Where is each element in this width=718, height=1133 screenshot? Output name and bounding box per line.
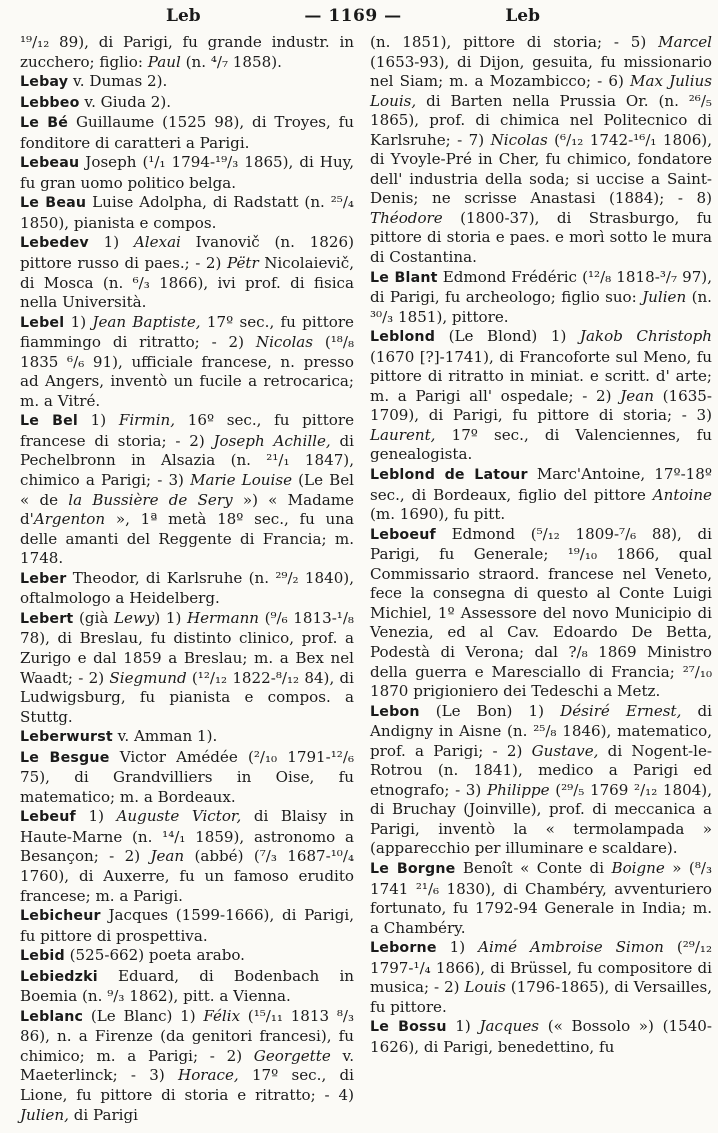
entry-headword: Lebid	[20, 948, 65, 965]
entry-headword: Lebel	[20, 314, 65, 331]
entry-text: 17º sec., fu pittore fiammingo di ritratto; - 2)	[20, 312, 354, 352]
entry-italic-text: Horace,	[178, 1066, 239, 1085]
entry-text: di Blaisy in Haute-Marne (n. ¹⁴/₁ 1859), astronomo a Besançon; - 2)	[20, 807, 354, 866]
entry-text: (Le Blond) 1)	[435, 327, 580, 346]
entry-headword: Le Blant	[370, 269, 438, 286]
entry-italic-text: Gustave,	[531, 741, 599, 760]
dictionary-entry	[20, 93, 354, 114]
entry-italic-text: Siegmund	[109, 668, 187, 687]
entry-text: ¹⁹/₁₂ 89), di Parigi, fu grande industr. in zucchero; figlio:	[20, 33, 354, 71]
entry-italic-text: Marie Louise	[190, 471, 293, 490]
entry-italic-text: Auguste Victor,	[116, 807, 242, 826]
entry-text: Edmond Frédéric (¹²/₈ 1818-³/₇ 97), di Parigi, fu archeologo; figlio suo:	[370, 267, 712, 307]
entry-text: 17º sec., di Lione, fu pittore di storia e ritratto; - 4)	[20, 1066, 354, 1104]
dictionary-entry	[20, 946, 354, 967]
entry-italic-text: Paul	[147, 52, 181, 71]
entry-italic-text: Julien,	[20, 1105, 69, 1124]
entry-text: Nicolaievič, di Mosca (n. ⁶/₃ 1866), ivi prof. di fisica nella Università.	[20, 254, 354, 312]
entry-headword: Lebon	[370, 703, 420, 720]
entry-text: v. Giuda 2).	[79, 92, 172, 111]
entry-headword: Leborne	[370, 940, 437, 957]
entry-text: 1)	[436, 938, 479, 957]
entry-headword: Lebay	[20, 74, 69, 91]
entry-italic-text: Max Julius Louis,	[370, 72, 712, 110]
entry-italic-text: Théodore	[370, 208, 443, 227]
dictionary-entry	[370, 859, 712, 938]
header-right-guideword: Leb	[505, 6, 540, 26]
text-columns	[20, 33, 712, 1133]
dictionary-entry	[370, 938, 712, 1017]
entry-text: (« Bossolo ») (1540-1626), di Parigi, benedettino, fu	[370, 1017, 712, 1056]
entry-headword: Le Beau	[20, 195, 87, 212]
entry-text: Marc'Antoine, 17º-18º sec., di Bordeaux, figlio del pittore	[370, 465, 712, 504]
entry-italic-text: Georgette	[253, 1046, 331, 1065]
entry-text: (1653-93), di Dijon, gesuita, fu missionario nel Siam; m. a Mozambicco; - 6)	[370, 52, 712, 91]
entry-italic-text: Nicolas	[255, 333, 314, 352]
dictionary-entry	[370, 1017, 712, 1057]
entry-text: (n. ⁴/₇ 1858).	[180, 52, 282, 71]
entry-italic-text: Boigne	[611, 858, 665, 877]
entry-italic-text: Firmin,	[118, 411, 176, 430]
entry-text: (¹²/₁₂ 1822-⁸/₁₂ 84), di Ludwigsburg, fu pianista e compos. a Stuttg.	[20, 668, 354, 726]
entry-italic-text: Nicolas	[490, 130, 548, 149]
entry-italic-text: Joseph Achille,	[213, 431, 331, 450]
entry-text: v. Dumas 2).	[68, 72, 168, 91]
entry-headword: Le Bossu	[370, 1019, 447, 1036]
entry-italic-text: Lewy	[113, 608, 155, 627]
entry-text: (Le Blanc) 1)	[83, 1006, 204, 1025]
entry-italic-text: Aimé Ambroise Simon	[478, 938, 664, 957]
entry-headword: Lebiedzki	[20, 968, 98, 985]
entry-text: (²⁹/₅ 1769 ²/₁₂ 1804), di Bruchay (Joinville), prof. di meccanica a Parigi, inventò la « termolampada » (apparecchio per illuminare e scaldare).	[370, 780, 712, 858]
entry-text: Joseph (¹/₁ 1794-¹⁹/₃ 1865), di Huy, fu gran uomo politico belga.	[20, 153, 354, 192]
entry-headword: Lebedev	[20, 235, 89, 252]
dictionary-entry	[20, 113, 354, 153]
entry-headword: Lebicheur	[20, 908, 101, 925]
entry-italic-text: la Bussière de Sery	[68, 490, 233, 509]
header-left-guideword: Leb	[166, 6, 201, 26]
entry-text: » (⁸/₃ 1741 ²¹/₆ 1830), di Chambéry, avventuriero fortunato, fu 1792-94 Generale in India; m. a Chambéry.	[370, 858, 712, 937]
entry-text: v. Maeterlinck; - 3)	[20, 1046, 354, 1085]
entry-headword: Leboeuf	[370, 526, 436, 543]
entry-italic-text: Philippe	[486, 780, 550, 799]
entry-text: 1)	[88, 233, 134, 252]
entry-text: Edmond (⁵/₁₂ 1809-⁷/₆ 88), di Parigi, fu Generale; ¹⁹/₁₀ 1866, qual Commissario straord. francese nel Veneto, fece la consegna di questo al Conte Luigi Michiel, 1º Assessore del novo Municipio di Venezia, ed al Cav. Edoardo De Betta, Podestà di Verona; dal ?/₈ 1869 Ministro della guerra e Maresciallo di Francia; ²⁷/₁₀ 1870 prigioniero dei Tedeschi a Metz.	[370, 524, 712, 701]
entry-headword: Le Besgue	[20, 749, 110, 766]
dictionary-entry	[370, 525, 712, 702]
entry-text: Theodor, di Karlsruhe (n. ²⁹/₂ 1840), oftalmologo a Heidelberg.	[20, 568, 354, 608]
entry-text: 1)	[75, 807, 117, 826]
dictionary-entry	[20, 569, 354, 609]
entry-italic-text: Félix	[203, 1006, 241, 1025]
entry-continuation	[20, 33, 354, 72]
entry-text: 16º sec., fu pittore francese di storia; - 2)	[20, 411, 355, 450]
entry-headword: Le Bel	[20, 413, 78, 430]
entry-headword: Lebeau	[20, 155, 80, 172]
entry-text: (Le Bel « de	[20, 471, 354, 509]
entry-text: Eduard, di Bodenbach in Boemia (n. ⁹/₃ 1862), pitt. a Vienna.	[20, 966, 354, 1006]
entry-text: di Nogent-le-Rotrou (n. 1841), medico a Parigi ed etnografo; - 3)	[370, 741, 712, 799]
entry-text: ») « Madame d'	[20, 490, 354, 529]
entry-italic-text: Argenton	[33, 510, 106, 529]
entry-italic-text: Pëtr	[226, 254, 259, 273]
entry-text: Guillaume (1525 98), di Troyes, fu fonditore di caratteri a Parigi.	[20, 113, 354, 152]
entry-headword: Lebert	[20, 610, 74, 627]
entry-headword: Leblond	[370, 329, 436, 346]
dictionary-entry	[370, 702, 712, 859]
dictionary-entry	[370, 268, 712, 328]
dictionary-entry	[20, 72, 354, 93]
entry-headword: Le Bé	[20, 115, 69, 132]
dictionary-entry	[20, 967, 354, 1007]
entry-text: (n. 1851), pittore di storia; - 5)	[370, 33, 659, 51]
entry-italic-text: Jean Baptiste,	[92, 312, 201, 331]
entry-italic-text: Marcel	[658, 33, 712, 51]
dictionary-entry	[370, 465, 712, 525]
entry-text: 1)	[78, 411, 119, 430]
entry-headword: Leber	[20, 570, 67, 587]
entry-text: (²⁹/₁₂ 1797-¹/₄ 1866), di Brüssel, fu compositore di musica; - 2)	[370, 938, 713, 997]
page-number: — 1169 —	[304, 6, 402, 26]
entry-text: (abbé) (⁷/₃ 1687-¹⁰/₄ 1760), di Auxerre, fu un famoso erudito francese; m. a Parigi.	[20, 847, 354, 905]
entry-text: v. Amman 1).	[112, 727, 218, 746]
entry-italic-text: Laurent,	[370, 425, 436, 444]
entry-italic-text: Désiré Ernest,	[560, 701, 682, 720]
entry-italic-text: Louis	[464, 978, 506, 997]
entry-text: (525-662) poeta arabo.	[64, 946, 245, 965]
entry-text: », 1ª metà 18º sec., fu una delle amanti del Reggente di Francia; m. 1748.	[20, 510, 354, 568]
left-column	[20, 33, 360, 1133]
entry-text: Jacques (1599-1666), di Parigi, fu pittore di prospettiva.	[20, 906, 354, 945]
entry-text: (1670 [?]-1741), di Francoforte sul Meno, fu pittore di ritratto in miniat. e scritt. d' arte; m. a Parigi all' ospedale; - 2)	[370, 347, 712, 405]
entry-italic-text: Jacques	[479, 1017, 540, 1036]
entry-text: (⁹/₆ 1813-¹/₈ 78), di Breslau, fu distinto clinico, prof. a Zurigo e dal 1859 a Breslau; m. a Bex nel Waadt; - 2)	[20, 608, 354, 687]
entry-text: (1635-1709), di Parigi, fu pittore di storia; - 3)	[370, 386, 713, 425]
entry-headword: Le Borgne	[370, 860, 456, 877]
dictionary-entry	[20, 906, 354, 946]
entry-italic-text: Jean	[150, 847, 185, 866]
entry-text: ) 1)	[154, 608, 187, 627]
entry-continuation	[370, 33, 712, 268]
right-column	[360, 33, 712, 1133]
entry-italic-text: Alexai	[133, 233, 181, 252]
entry-text: (1800-37), di Strasburgo, fu pittore di storia e paes. e morì sotto le mura di Costantina.	[370, 208, 712, 267]
dictionary-entry	[20, 193, 354, 233]
entry-text: (1796-1865), di Versailles, fu pittore.	[370, 978, 712, 1016]
entry-text: di Parigi	[68, 1105, 138, 1124]
dictionary-entry	[370, 327, 712, 465]
entry-text: di Andigny in Aisne (n. ²⁵/₈ 1846), matematico, prof. a Parigi; - 2)	[370, 701, 712, 760]
entry-text: (m. 1690), fu pitt.	[370, 505, 506, 524]
entry-headword: Leberwurst	[20, 729, 113, 746]
entry-italic-text: Julien	[642, 288, 687, 307]
entry-headword: Leblanc	[20, 1008, 84, 1025]
entry-text: Victor Amédée (²/₁₀ 1791-¹²/₆ 75), di Grandvilliers in Oise, fu matematico; m. a Bordeaux.	[20, 747, 354, 806]
entry-text: Ivanovič (n. 1826) pittore russo di paes.; - 2)	[20, 233, 354, 273]
entry-text: 1)	[446, 1017, 480, 1036]
entry-italic-text: Jakob Christoph	[579, 327, 712, 346]
entry-headword: Lebeuf	[20, 809, 76, 826]
entry-italic-text: Antoine	[652, 485, 712, 504]
dictionary-entry	[20, 807, 354, 906]
dictionary-entry	[20, 313, 354, 412]
dictionary-entry	[20, 411, 354, 568]
entry-text: 1)	[64, 312, 93, 331]
entry-text: di Pechelbronn in Alsazia (n. ²¹/₁ 1847), chimico a Parigi; - 3)	[20, 431, 354, 490]
entry-text: (¹⁸/₈ 1835 ⁶/₆ 91), ufficiale francese, n. presso ad Angers, inventò un fucile a retrocarica; m. a Vitré.	[20, 333, 354, 410]
dictionary-entry	[20, 153, 354, 193]
entry-text: Luise Adolpha, di Radstatt (n. ²⁵/₄ 1850), pianista e compos.	[20, 193, 354, 232]
dictionary-entry	[20, 727, 354, 748]
dictionary-entry	[20, 233, 354, 312]
entry-text: (⁶/₁₂ 1742-¹⁶/₁ 1806), di Yvoyle-Pré in Cher, fu chimico, fondatore dell' industria della soda; si uccise a Saint-Denis; ne scrisse Anastasi (1884); - 8)	[370, 130, 712, 208]
entry-text: Benoît « Conte di	[455, 858, 612, 877]
entry-text: 17º sec., di Valenciennes, fu genealogista.	[370, 425, 712, 464]
dictionary-entry	[20, 748, 354, 808]
page-header	[8, 6, 710, 28]
entry-italic-text: Jean	[620, 386, 654, 405]
entry-headword: Lebbeo	[20, 94, 80, 111]
entry-italic-text: Hermann	[186, 608, 260, 627]
dictionary-entry	[20, 1007, 354, 1125]
entry-text: (¹⁵/₁₁ 1813 ⁸/₃ 86), n. a Firenze (da genitori francesi), fu chimico; m. a Parigi; - 2)	[20, 1006, 355, 1065]
dictionary-entry	[20, 609, 354, 727]
entry-text: (n. ³⁰/₃ 1851), pittore.	[370, 288, 712, 326]
entry-text: (Le Bon) 1)	[419, 701, 561, 720]
entry-text: (già	[73, 608, 114, 627]
entry-headword: Leblond de Latour	[370, 467, 528, 484]
entry-text: di Barten nella Prussia Or. (n. ²⁶/₅ 1865), prof. di chimica nel Politecnico di Karlsruhe; - 7)	[370, 91, 712, 149]
